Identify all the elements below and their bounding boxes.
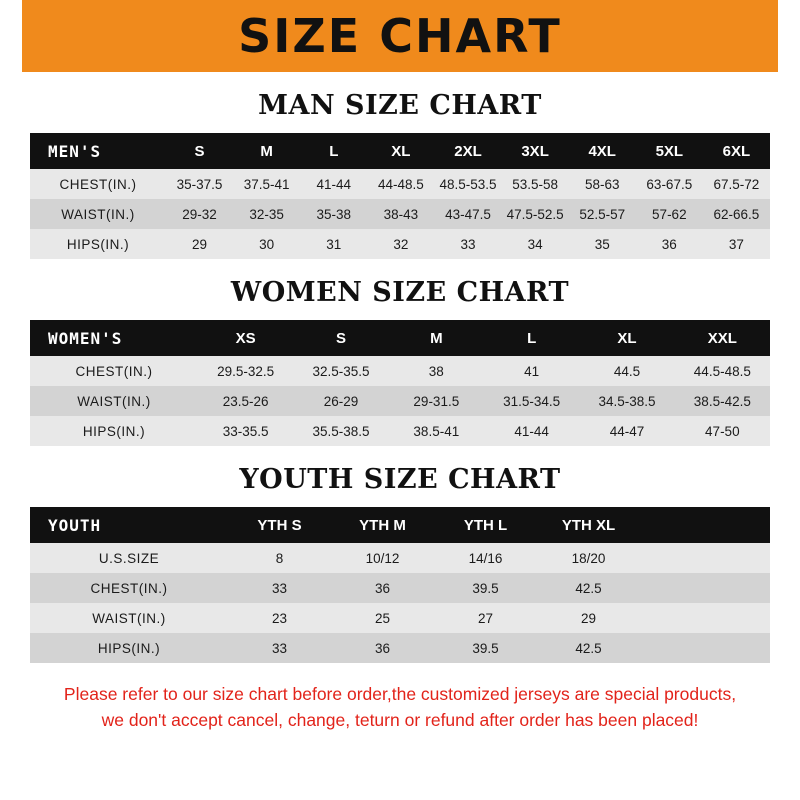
table-header-row bbox=[30, 507, 770, 543]
youth-row-label-chest: CHEST(IN.) bbox=[30, 573, 228, 603]
men-chest-2: 41-44 bbox=[300, 169, 367, 199]
youth-table-body bbox=[30, 543, 770, 663]
footnote bbox=[20, 681, 780, 733]
women-chest-2: 38 bbox=[389, 356, 484, 386]
youth-corner-label: YOUTH bbox=[30, 507, 228, 543]
men-chest-7: 63-67.5 bbox=[636, 169, 703, 199]
women-waist-5: 38.5-42.5 bbox=[675, 386, 770, 416]
youth-ussize-1: 10/12 bbox=[331, 543, 434, 573]
men-waist-0: 29-32 bbox=[166, 199, 233, 229]
youth-hips-3: 42.5 bbox=[537, 633, 640, 663]
youth-waist-1: 25 bbox=[331, 603, 434, 633]
youth-ussize-3: 18/20 bbox=[537, 543, 640, 573]
men-hips-8: 37 bbox=[703, 229, 770, 259]
men-col-8: 6XL bbox=[703, 133, 770, 169]
women-hips-2: 38.5-41 bbox=[389, 416, 484, 446]
section-title-women: WOMEN SIZE CHART bbox=[230, 277, 570, 308]
table-row bbox=[30, 573, 770, 603]
women-waist-0: 23.5-26 bbox=[198, 386, 293, 416]
youth-waist-3: 29 bbox=[537, 603, 640, 633]
youth-col-0: YTH S bbox=[228, 507, 331, 543]
youth-waist-filler bbox=[640, 603, 770, 633]
women-col-5: XXL bbox=[675, 320, 770, 356]
youth-hips-0: 33 bbox=[228, 633, 331, 663]
section-title-men: MAN SIZE CHART bbox=[258, 90, 542, 121]
youth-hips-1: 36 bbox=[331, 633, 434, 663]
youth-ussize-filler bbox=[640, 543, 770, 573]
youth-col-2: YTH L bbox=[434, 507, 537, 543]
women-corner-label: WOMEN'S bbox=[30, 320, 198, 356]
men-hips-1: 30 bbox=[233, 229, 300, 259]
men-hips-4: 33 bbox=[434, 229, 501, 259]
header-right-spacer bbox=[778, 0, 800, 72]
women-size-table bbox=[30, 320, 770, 446]
table-row bbox=[30, 356, 770, 386]
women-chest-3: 41 bbox=[484, 356, 579, 386]
women-table-body bbox=[30, 356, 770, 446]
men-waist-8: 62-66.5 bbox=[703, 199, 770, 229]
header-left-spacer bbox=[0, 0, 22, 72]
table-row bbox=[30, 543, 770, 573]
section-men bbox=[0, 90, 800, 259]
youth-col-1: YTH M bbox=[331, 507, 434, 543]
youth-hips-filler bbox=[640, 633, 770, 663]
women-col-0: XS bbox=[198, 320, 293, 356]
men-hips-0: 29 bbox=[166, 229, 233, 259]
women-hips-5: 47-50 bbox=[675, 416, 770, 446]
men-row-label-hips: HIPS(IN.) bbox=[30, 229, 166, 259]
women-col-3: L bbox=[484, 320, 579, 356]
table-row bbox=[30, 386, 770, 416]
men-waist-7: 57-62 bbox=[636, 199, 703, 229]
women-row-label-hips: HIPS(IN.) bbox=[30, 416, 198, 446]
youth-chest-filler bbox=[640, 573, 770, 603]
women-hips-3: 41-44 bbox=[484, 416, 579, 446]
youth-chest-3: 42.5 bbox=[537, 573, 640, 603]
women-col-1: S bbox=[293, 320, 388, 356]
youth-waist-0: 23 bbox=[228, 603, 331, 633]
youth-chest-1: 36 bbox=[331, 573, 434, 603]
men-col-3: XL bbox=[367, 133, 434, 169]
men-row-label-waist: WAIST(IN.) bbox=[30, 199, 166, 229]
table-row bbox=[30, 416, 770, 446]
women-col-4: XL bbox=[579, 320, 674, 356]
youth-ussize-0: 8 bbox=[228, 543, 331, 573]
table-header-row bbox=[30, 133, 770, 169]
women-waist-1: 26-29 bbox=[293, 386, 388, 416]
men-hips-7: 36 bbox=[636, 229, 703, 259]
women-col-2: M bbox=[389, 320, 484, 356]
men-col-5: 3XL bbox=[502, 133, 569, 169]
men-chest-6: 58-63 bbox=[569, 169, 636, 199]
men-col-0: S bbox=[166, 133, 233, 169]
men-size-table bbox=[30, 133, 770, 259]
men-corner-label: MEN'S bbox=[30, 133, 166, 169]
table-header-row bbox=[30, 320, 770, 356]
women-waist-3: 31.5-34.5 bbox=[484, 386, 579, 416]
women-hips-1: 35.5-38.5 bbox=[293, 416, 388, 446]
women-table-head bbox=[30, 320, 770, 356]
section-title-youth: YOUTH SIZE CHART bbox=[239, 464, 561, 495]
men-hips-2: 31 bbox=[300, 229, 367, 259]
men-chest-3: 44-48.5 bbox=[367, 169, 434, 199]
youth-row-label-waist: WAIST(IN.) bbox=[30, 603, 228, 633]
men-waist-2: 35-38 bbox=[300, 199, 367, 229]
men-waist-1: 32-35 bbox=[233, 199, 300, 229]
men-chest-5: 53.5-58 bbox=[502, 169, 569, 199]
women-row-label-chest: CHEST(IN.) bbox=[30, 356, 198, 386]
youth-chest-2: 39.5 bbox=[434, 573, 537, 603]
youth-ussize-2: 14/16 bbox=[434, 543, 537, 573]
youth-row-label-hips: HIPS(IN.) bbox=[30, 633, 228, 663]
women-waist-4: 34.5-38.5 bbox=[579, 386, 674, 416]
youth-size-table bbox=[30, 507, 770, 663]
men-table-body bbox=[30, 169, 770, 259]
table-row bbox=[30, 633, 770, 663]
section-women bbox=[0, 277, 800, 446]
youth-row-label-ussize: U.S.SIZE bbox=[30, 543, 228, 573]
table-row bbox=[30, 169, 770, 199]
men-chest-4: 48.5-53.5 bbox=[434, 169, 501, 199]
men-chest-1: 37.5-41 bbox=[233, 169, 300, 199]
men-hips-6: 35 bbox=[569, 229, 636, 259]
women-row-label-waist: WAIST(IN.) bbox=[30, 386, 198, 416]
men-waist-3: 38-43 bbox=[367, 199, 434, 229]
section-youth bbox=[0, 464, 800, 663]
men-col-1: M bbox=[233, 133, 300, 169]
women-chest-5: 44.5-48.5 bbox=[675, 356, 770, 386]
men-waist-5: 47.5-52.5 bbox=[502, 199, 569, 229]
men-row-label-chest: CHEST(IN.) bbox=[30, 169, 166, 199]
footnote-line-1: Please refer to our size chart before order,the customized jerseys are special products, bbox=[63, 684, 737, 704]
men-col-2: L bbox=[300, 133, 367, 169]
men-hips-5: 34 bbox=[502, 229, 569, 259]
men-waist-6: 52.5-57 bbox=[569, 199, 636, 229]
youth-waist-2: 27 bbox=[434, 603, 537, 633]
youth-table-head bbox=[30, 507, 770, 543]
women-chest-1: 32.5-35.5 bbox=[293, 356, 388, 386]
men-chest-8: 67.5-72 bbox=[703, 169, 770, 199]
men-col-7: 5XL bbox=[636, 133, 703, 169]
table-row bbox=[30, 229, 770, 259]
women-waist-2: 29-31.5 bbox=[389, 386, 484, 416]
header-banner bbox=[0, 0, 800, 72]
men-chest-0: 35-37.5 bbox=[166, 169, 233, 199]
page-title: SIZE CHART bbox=[238, 9, 562, 63]
women-hips-4: 44-47 bbox=[579, 416, 674, 446]
youth-chest-0: 33 bbox=[228, 573, 331, 603]
men-hips-3: 32 bbox=[367, 229, 434, 259]
youth-col-filler bbox=[640, 507, 770, 543]
table-row bbox=[30, 603, 770, 633]
men-col-6: 4XL bbox=[569, 133, 636, 169]
table-row bbox=[30, 199, 770, 229]
women-hips-0: 33-35.5 bbox=[198, 416, 293, 446]
women-chest-4: 44.5 bbox=[579, 356, 674, 386]
men-table-head bbox=[30, 133, 770, 169]
youth-hips-2: 39.5 bbox=[434, 633, 537, 663]
men-waist-4: 43-47.5 bbox=[434, 199, 501, 229]
youth-col-3: YTH XL bbox=[537, 507, 640, 543]
men-col-4: 2XL bbox=[434, 133, 501, 169]
women-chest-0: 29.5-32.5 bbox=[198, 356, 293, 386]
footnote-line-2: we don't accept cancel, change, teturn or refund after order has been placed! bbox=[101, 710, 699, 730]
